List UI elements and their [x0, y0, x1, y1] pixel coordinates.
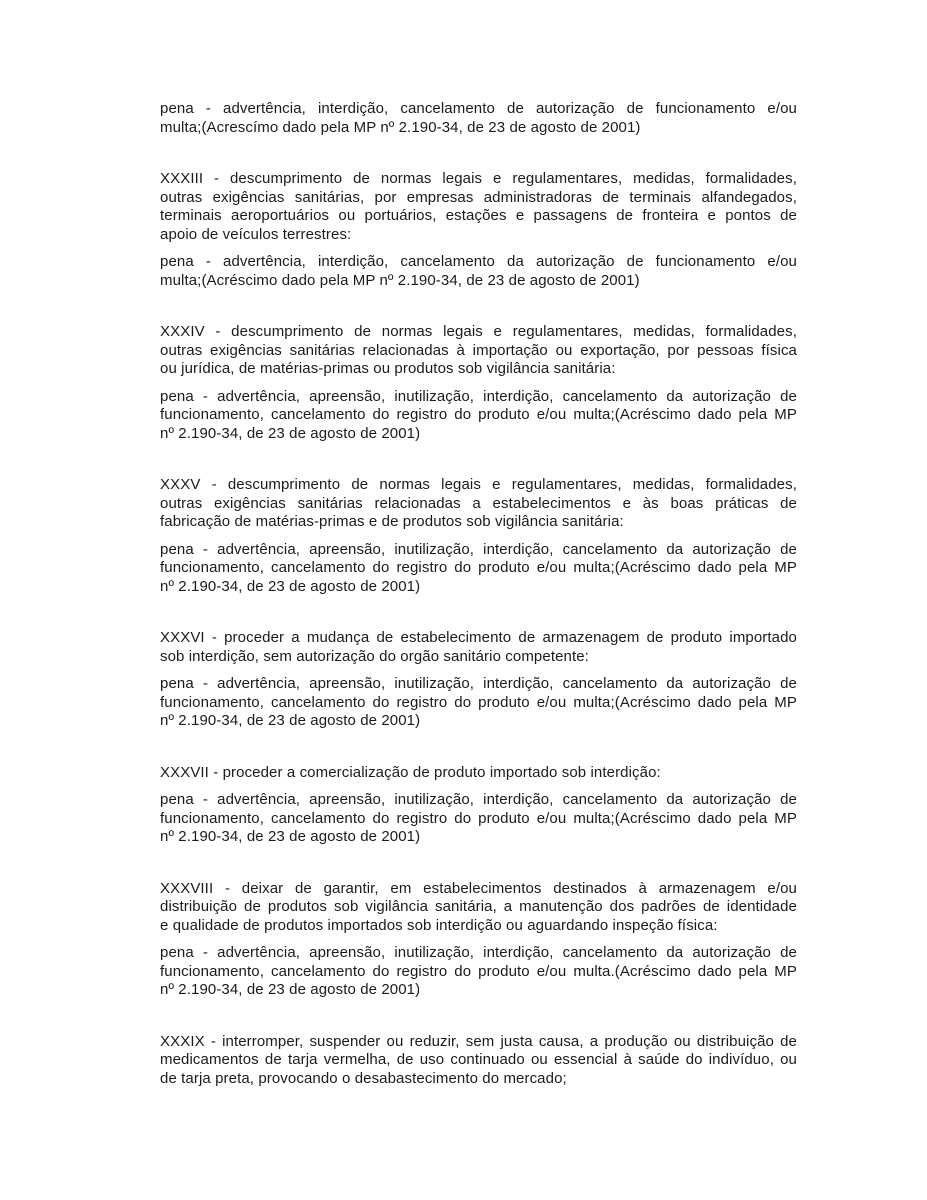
text-line: pena - advertência, apreensão, inutilização, interdição, cancelamento da autorização de	[160, 387, 797, 405]
penalty-paragraph	[160, 253, 797, 290]
penalty-paragraph	[160, 791, 797, 847]
text-line: pena - advertência, apreensão, inutilização, interdição, cancelamento da autorização de	[160, 791, 797, 808]
text-line: distribuição de produtos sob vigilância sanitária, a manutenção dos padrões de identidade	[160, 898, 797, 915]
text-line: XXXIV - descumprimento de normas legais e regulamentares, medidas, formalidades,	[160, 323, 797, 340]
law-item-paragraph	[160, 476, 797, 532]
penalty-paragraph	[160, 100, 797, 137]
text-line: multa;(Acréscimo dado pela MP nº 2.190-34, de 23 de agosto de 2001)	[160, 271, 640, 289]
text-line: ou jurídica, de matérias-primas ou produtos sob vigilância sanitária:	[160, 360, 616, 377]
text-line: nº 2.190-34, de 23 de agosto de 2001)	[160, 424, 421, 442]
text-line: de tarja preta, provocando o desabastecimento do mercado;	[160, 1069, 567, 1087]
penalty-paragraph	[160, 541, 797, 597]
law-item-paragraph	[160, 880, 797, 936]
text-line: sob interdição, sem autorização do orgão sanitário competente:	[160, 647, 589, 665]
text-line: XXXVII - proceder a comercialização de produto importado sob interdição:	[160, 763, 661, 781]
text-line: outras exigências sanitárias relacionadas a estabelecimentos e às boas práticas de	[160, 494, 797, 512]
text-line: outras exigências sanitárias relacionadas à importação ou exportação, por pessoas física	[160, 341, 797, 359]
text-line: e qualidade de produtos importados sob interdição ou aguardando inspeção física:	[160, 916, 718, 934]
text-line: XXXIII - descumprimento de normas legais e regulamentares, medidas, formalidades,	[160, 170, 797, 187]
text-line: XXXV - descumprimento de normas legais e regulamentares, medidas, formalidades,	[160, 476, 797, 493]
text-line: nº 2.190-34, de 23 de agosto de 2001)	[160, 712, 421, 729]
penalty-paragraph	[160, 944, 797, 1000]
text-line: nº 2.190-34, de 23 de agosto de 2001)	[160, 981, 421, 998]
penalty-paragraph	[160, 675, 797, 731]
law-item-paragraph	[160, 1033, 797, 1089]
text-line: multa;(Acrescímo dado pela MP nº 2.190-34, de 23 de agosto de 2001)	[160, 118, 641, 136]
text-line: pena - advertência, apreensão, inutilização, interdição, cancelamento da autorização de	[160, 675, 797, 692]
text-line: pena - advertência, interdição, cancelamento da autorização de funcionamento e/ou	[160, 253, 797, 270]
text-line: XXXVIII - deixar de garantir, em estabelecimentos destinados à armazenagem e/ou	[160, 879, 797, 897]
text-line: medicamentos de tarja vermelha, de uso continuado ou essencial à saúde do indivíduo, ou	[160, 1051, 797, 1068]
text-line: pena - advertência, apreensão, inutilização, interdição, cancelamento da autorização de	[160, 540, 797, 558]
text-line: funcionamento, cancelamento do registro do produto e/ou multa;(Acréscimo dado pela MP	[160, 559, 797, 576]
law-item-paragraph	[160, 170, 797, 244]
text-line: XXXIX - interromper, suspender ou reduzir, sem justa causa, a produção ou distribuição de	[160, 1032, 797, 1050]
text-line: pena - advertência, apreensão, inutilização, interdição, cancelamento da autorização de	[160, 944, 797, 961]
text-line: pena - advertência, interdição, cancelamento de autorização de funcionamento e/ou	[160, 100, 797, 117]
text-line: fabricação de matérias-primas e de produtos sob vigilância sanitária:	[160, 513, 624, 530]
text-line: funcionamento, cancelamento do registro do produto e/ou multa.(Acréscimo dado pela MP	[160, 962, 797, 980]
text-line: funcionamento, cancelamento do registro do produto e/ou multa;(Acréscimo dado pela MP	[160, 693, 797, 711]
penalty-paragraph	[160, 388, 797, 444]
text-line: nº 2.190-34, de 23 de agosto de 2001)	[160, 828, 421, 845]
text-line: funcionamento, cancelamento do registro do produto e/ou multa;(Acréscimo dado pela MP	[160, 406, 797, 423]
law-item-paragraph	[160, 323, 797, 379]
text-line: terminais aeroportuários ou portuários, estações e passagens de fronteira e pontos de	[160, 207, 797, 224]
text-line: funcionamento, cancelamento do registro do produto e/ou multa;(Acréscimo dado pela MP	[160, 809, 797, 827]
law-item-paragraph	[160, 629, 797, 666]
text-line: nº 2.190-34, de 23 de agosto de 2001)	[160, 577, 421, 595]
text-line: apoio de veículos terrestres:	[160, 225, 352, 243]
law-item-paragraph	[160, 764, 797, 783]
text-line: outras exigências sanitárias, por empresas administradoras de terminais alfandegados,	[160, 188, 797, 206]
text-line: XXXVI - proceder a mudança de estabelecimento de armazenagem de produto importado	[160, 629, 797, 646]
